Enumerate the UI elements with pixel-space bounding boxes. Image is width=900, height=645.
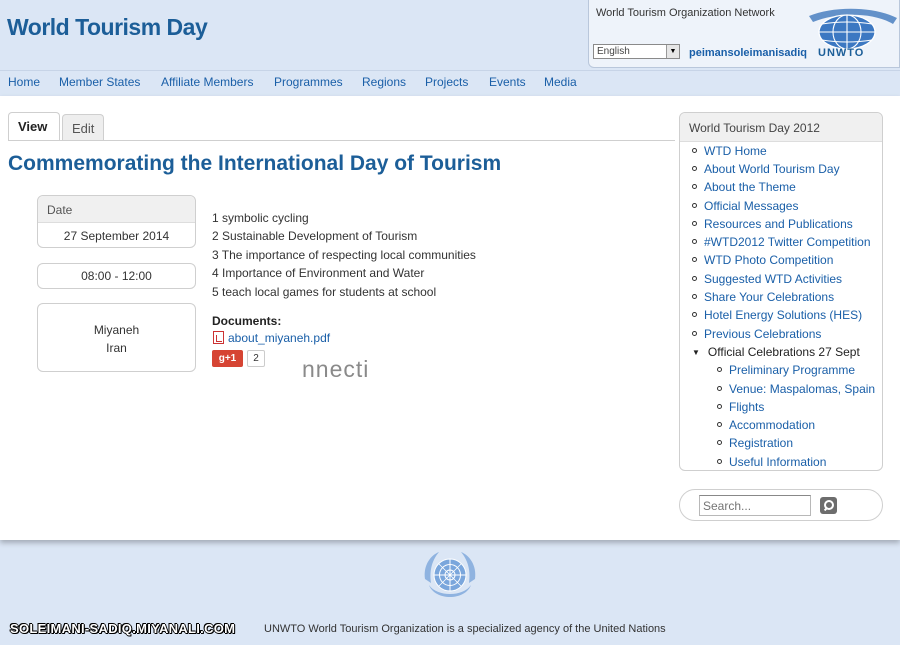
- event-time-box: [37, 263, 196, 289]
- nav-home[interactable]: Home: [8, 75, 41, 89]
- agenda-list: [212, 209, 476, 301]
- sidebar-item-share-celebrations[interactable]: [692, 290, 834, 304]
- search-input[interactable]: [699, 495, 811, 516]
- bullet-icon: [692, 239, 697, 244]
- nav-projects[interactable]: Projects: [425, 75, 469, 89]
- faded-overlay-text: nnecti: [302, 356, 370, 382]
- username-link[interactable]: peimansoleimanisadiq: [689, 47, 807, 59]
- sidebar-item-label: Resources and Publications: [704, 217, 853, 231]
- sidebar-item-label: Preliminary Programme: [729, 363, 856, 377]
- location-city: Miyaneh: [93, 323, 140, 337]
- event-location-box: [37, 303, 196, 372]
- nav-affiliate-members[interactable]: Affiliate Members: [161, 75, 254, 89]
- sidebar-item-label: Official Celebrations 27 Sept: [707, 345, 860, 359]
- google-plus-count: 2: [247, 350, 265, 367]
- site-header: [0, 0, 900, 68]
- sidebar-item-label: Previous Celebrations: [704, 327, 822, 341]
- time-value: 08:00 - 12:00: [81, 269, 152, 283]
- agenda-item: 1 symbolic cycling: [212, 211, 309, 225]
- language-select[interactable]: [593, 44, 680, 59]
- sidebar-item-label: Flights: [729, 400, 765, 414]
- sidebar-item-photo-competition[interactable]: [692, 253, 833, 267]
- nav-member-states[interactable]: Member States: [59, 75, 141, 89]
- un-emblem-icon: [419, 549, 481, 603]
- google-plus-button[interactable]: g+1: [212, 350, 243, 367]
- sidebar-subitem-useful-info[interactable]: [717, 455, 826, 469]
- sidebar-item-label: Share Your Celebrations: [704, 290, 835, 304]
- search-icon[interactable]: [820, 497, 837, 514]
- sidebar-item-label: WTD Photo Competition: [704, 253, 834, 267]
- sidebar-subitem-venue[interactable]: [717, 382, 875, 396]
- sidebar-item-label: About the Theme: [704, 180, 796, 194]
- nav-media[interactable]: Media: [544, 75, 577, 89]
- tab-view[interactable]: View: [8, 112, 60, 140]
- tab-divider: [8, 140, 675, 141]
- bullet-icon: [692, 312, 697, 317]
- network-panel: [588, 0, 900, 68]
- bullet-icon: [692, 166, 697, 171]
- content-panel: [0, 96, 900, 540]
- location-country: Iran: [106, 341, 127, 355]
- bullet-icon: [692, 148, 697, 153]
- sidebar-item-label: #WTD2012 Twitter Competition: [704, 235, 871, 249]
- bullet-icon: [692, 184, 697, 189]
- sidebar-item-hotel-energy[interactable]: [692, 308, 862, 322]
- bullet-icon: [692, 221, 697, 226]
- agenda-item: 4 Importance of Environment and Water: [212, 266, 425, 281]
- sidebar-item-official-messages[interactable]: [692, 199, 798, 213]
- watermark-text: SOLEIMANI-SADIQ.MIYANALI.COM: [10, 621, 236, 636]
- sidebar-item-suggested-activities[interactable]: [692, 272, 842, 286]
- sidebar-item-twitter-competition[interactable]: [692, 235, 871, 249]
- sidebar-item-label: Hotel Energy Solutions (HES): [704, 308, 863, 322]
- documents-label: Documents:: [212, 314, 282, 328]
- triangle-down-icon[interactable]: ▼: [692, 348, 700, 357]
- footer-text: UNWTO World Tourism Organization is a specialized agency of the United Nations: [264, 623, 666, 635]
- date-label: Date: [38, 196, 195, 223]
- sidebar-title: World Tourism Day 2012: [680, 113, 882, 142]
- sidebar-item-label: Registration: [729, 436, 794, 450]
- sidebar-item-previous-celebrations[interactable]: [692, 327, 821, 341]
- nav-programmes[interactable]: Programmes: [274, 75, 343, 89]
- chevron-down-icon[interactable]: ▼: [666, 45, 679, 58]
- bullet-icon: [692, 294, 697, 299]
- sidebar-item-resources[interactable]: [692, 217, 853, 231]
- bullet-icon: [692, 203, 697, 208]
- document-filename: about_miyaneh.pdf: [228, 331, 331, 345]
- event-date-box: [37, 195, 196, 248]
- sidebar-item-label: Suggested WTD Activities: [704, 272, 843, 286]
- sidebar-menu: [679, 112, 883, 471]
- sidebar-subitem-flights[interactable]: [717, 400, 764, 414]
- nav-regions[interactable]: Regions: [362, 75, 407, 89]
- bullet-icon: [717, 386, 722, 391]
- agenda-item: 3 The importance of respecting local communities: [212, 247, 476, 262]
- bullet-icon: [717, 440, 722, 445]
- bullet-icon: [692, 276, 697, 281]
- sidebar-item-official-celebrations[interactable]: [692, 345, 860, 359]
- bullet-icon: [692, 257, 697, 262]
- pdf-file-icon: [213, 331, 224, 344]
- unwto-logo-text: UNWTO: [818, 47, 865, 59]
- sidebar-subitem-accommodation[interactable]: [717, 418, 815, 432]
- network-label: World Tourism Organization Network: [596, 7, 775, 19]
- agenda-item: 5 teach local games for students at school: [212, 284, 437, 299]
- sidebar-item-label: Useful Information: [729, 455, 827, 469]
- main-nav: [0, 70, 900, 94]
- sidebar-subitem-registration[interactable]: [717, 436, 793, 450]
- sidebar-item-wtd-home[interactable]: [692, 144, 767, 158]
- sidebar-item-label: Venue: Maspalomas, Spain: [729, 382, 876, 396]
- document-link[interactable]: [213, 331, 330, 345]
- sidebar-item-label: Official Messages: [704, 199, 799, 213]
- search-widget: [679, 489, 883, 521]
- bullet-icon: [717, 367, 722, 372]
- date-value: 27 September 2014: [63, 229, 170, 243]
- bullet-icon: [717, 404, 722, 409]
- sidebar-subitem-programme[interactable]: [717, 363, 855, 377]
- site-title[interactable]: World Tourism Day: [7, 14, 208, 40]
- nav-events[interactable]: Events: [489, 75, 526, 89]
- sidebar-item-about-theme[interactable]: [692, 180, 796, 194]
- page-title: Commemorating the International Day of Tourism: [8, 152, 502, 175]
- bullet-icon: [717, 422, 722, 427]
- language-value: English: [597, 46, 630, 57]
- sidebar-item-label: About World Tourism Day: [704, 162, 840, 176]
- tab-edit[interactable]: Edit: [62, 114, 104, 140]
- sidebar-item-label: WTD Home: [704, 144, 767, 158]
- sidebar-item-about-wtd[interactable]: [692, 162, 840, 176]
- sidebar-item-label: Accommodation: [729, 418, 816, 432]
- bullet-icon: [692, 331, 697, 336]
- bullet-icon: [717, 459, 722, 464]
- agenda-item: 2 Sustainable Development of Tourism: [212, 229, 418, 244]
